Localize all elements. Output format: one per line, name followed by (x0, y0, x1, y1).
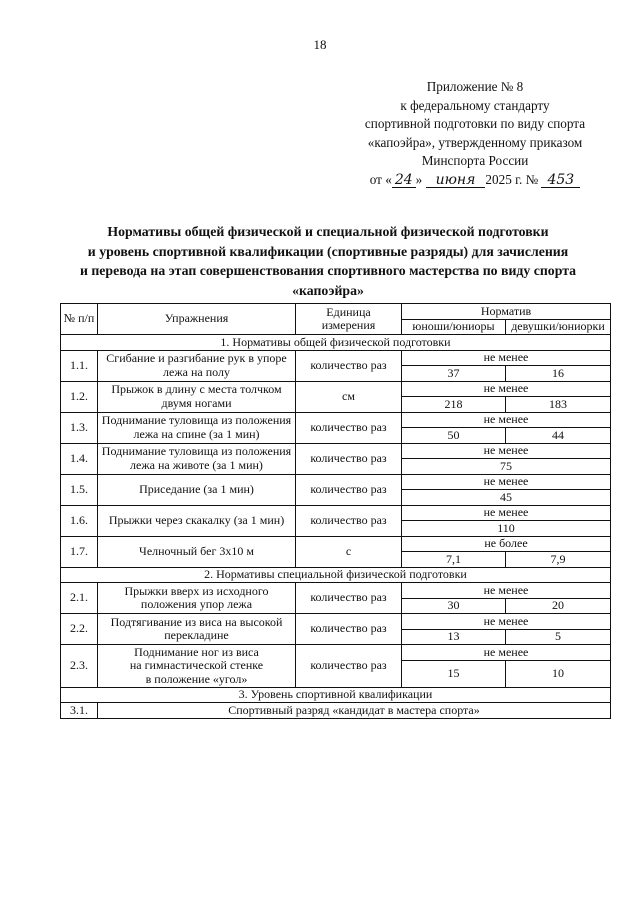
row-girls-value: 10 (506, 660, 611, 687)
row-boys-value: 7,1 (402, 552, 506, 568)
row-exercise: Прыжок в длину с места толчком двумя ногами (98, 381, 296, 412)
row-qualification-text: Спортивный разряд «кандидат в мастера спорта» (98, 703, 611, 719)
row-exercise: Поднимание туловища из положения лежа на спине (за 1 мин) (98, 412, 296, 443)
table-row (61, 645, 611, 661)
header-unit: Единица измерения (296, 304, 402, 335)
appendix-line-1: Приложение № 8 (426, 79, 524, 94)
table-row (61, 350, 611, 366)
row-exercise: Челночный бег 3х10 м (98, 536, 296, 567)
order-number-handwritten: 453 (541, 173, 580, 188)
row-boys-value: 15 (402, 660, 506, 687)
row-condition: не менее (402, 381, 611, 397)
header-girls: девушки/юниорки (506, 319, 611, 335)
table-row (61, 505, 611, 521)
row-condition: не менее (402, 645, 611, 661)
row-exercise-line-3: в положение «угол» (145, 671, 248, 686)
row-boys-value: 30 (402, 598, 506, 614)
table-row (61, 474, 611, 490)
table-row (61, 536, 611, 552)
row-num: 2.2. (61, 614, 98, 645)
row-num: 1.4. (61, 443, 98, 474)
table-row (61, 703, 611, 719)
row-unit: количество раз (296, 412, 402, 443)
row-condition: не менее (402, 474, 611, 490)
appendix-date-line (340, 171, 610, 190)
row-condition: не менее (402, 412, 611, 428)
row-num: 3.1. (61, 703, 98, 719)
row-exercise: Поднимание туловища из положения лежа на животе (за 1 мин) (98, 443, 296, 474)
appendix-line-3: спортивной подготовки по виду спорта (364, 116, 586, 132)
date-prefix: от « (369, 171, 392, 187)
date-day-handwritten: 24 (392, 173, 416, 188)
row-num: 2.1. (61, 583, 98, 614)
row-boys-value: 50 (402, 428, 506, 444)
row-exercise: Сгибание и разгибание рук в упоре лежа на полу (98, 350, 296, 381)
row-unit: см (296, 381, 402, 412)
row-exercise: Прыжки вверх из исходного положения упор лежа (98, 583, 296, 614)
header-exercise: Упражнения (98, 304, 296, 335)
row-condition: не менее (402, 583, 611, 599)
header-boys: юноши/юниоры (402, 319, 506, 335)
header-row-1 (61, 304, 611, 320)
row-girls-value: 16 (506, 366, 611, 382)
row-unit: количество раз (296, 443, 402, 474)
header-num: № п/п (61, 304, 98, 335)
row-girls-value: 20 (506, 598, 611, 614)
row-num: 1.2. (61, 381, 98, 412)
row-condition: не менее (402, 505, 611, 521)
row-common-value: 45 (402, 490, 611, 506)
row-num: 1.7. (61, 536, 98, 567)
row-boys-value: 37 (402, 366, 506, 382)
row-num: 1.1. (61, 350, 98, 381)
row-exercise (98, 645, 296, 688)
header-norm: Норматив (402, 304, 611, 320)
row-girls-value: 44 (506, 428, 611, 444)
row-condition: не менее (402, 443, 611, 459)
row-common-value: 75 (402, 459, 611, 475)
section-row (61, 335, 611, 351)
appendix-block (340, 78, 610, 190)
page-number: 18 (313, 37, 327, 52)
row-unit: количество раз (296, 645, 402, 688)
row-girls-value: 183 (506, 397, 611, 413)
section-1-heading: 1. Нормативы общей физической подготовки (61, 335, 611, 351)
row-exercise-line-1: Поднимание ног из виса (134, 644, 259, 659)
row-boys-value: 13 (402, 629, 506, 645)
appendix-line-5: Минспорта России (421, 153, 529, 169)
row-exercise-line-2: на гимнастической стенке (129, 658, 264, 672)
table-row (61, 614, 611, 630)
title-line-2: и уровень спортивной квалификации (спортивные разряды) для зачисления (87, 243, 569, 259)
row-exercise: Подтягивание из виса на высокой перекладине (98, 614, 296, 645)
row-condition: не более (402, 536, 611, 552)
section-2-heading: 2. Нормативы специальной физической подготовки (61, 567, 611, 583)
appendix-line-2: к федеральному стандарту (400, 97, 550, 113)
row-num: 2.3. (61, 645, 98, 688)
section-row (61, 567, 611, 583)
section-row (61, 687, 611, 703)
row-unit: с (296, 536, 402, 567)
row-unit: количество раз (296, 474, 402, 505)
title-line-3: и перевода на этап совершенствования спортивного мастерства по виду спорта (79, 263, 577, 279)
table-row (61, 412, 611, 428)
row-condition: не менее (402, 350, 611, 366)
table-row (61, 583, 611, 599)
row-num: 1.5. (61, 474, 98, 505)
document-title (38, 222, 618, 300)
row-exercise: Прыжки через скакалку (за 1 мин) (98, 505, 296, 536)
table-row (61, 443, 611, 459)
row-unit: количество раз (296, 583, 402, 614)
date-year: 2025 г. № (485, 171, 539, 187)
row-num: 1.6. (61, 505, 98, 536)
title-line-1: Нормативы общей физической и специальной физической подготовки (107, 224, 549, 239)
appendix-line-4: «капоэйра», утвержденному приказом (367, 134, 583, 150)
row-girls-value: 5 (506, 629, 611, 645)
section-3-heading: 3. Уровень спортивной квалификации (61, 687, 611, 703)
row-common-value: 110 (402, 521, 611, 537)
row-exercise: Приседание (за 1 мин) (98, 474, 296, 505)
row-girls-value: 7,9 (506, 552, 611, 568)
row-unit: количество раз (296, 350, 402, 381)
row-num: 1.3. (61, 412, 98, 443)
row-unit: количество раз (296, 614, 402, 645)
date-mid: » (415, 171, 423, 187)
row-condition: не менее (402, 614, 611, 630)
table-row (61, 381, 611, 397)
title-line-4: «капоэйра» (292, 282, 364, 298)
norms-table (60, 303, 611, 719)
row-unit: количество раз (296, 505, 402, 536)
row-boys-value: 218 (402, 397, 506, 413)
date-month-handwritten: июня (426, 173, 486, 188)
